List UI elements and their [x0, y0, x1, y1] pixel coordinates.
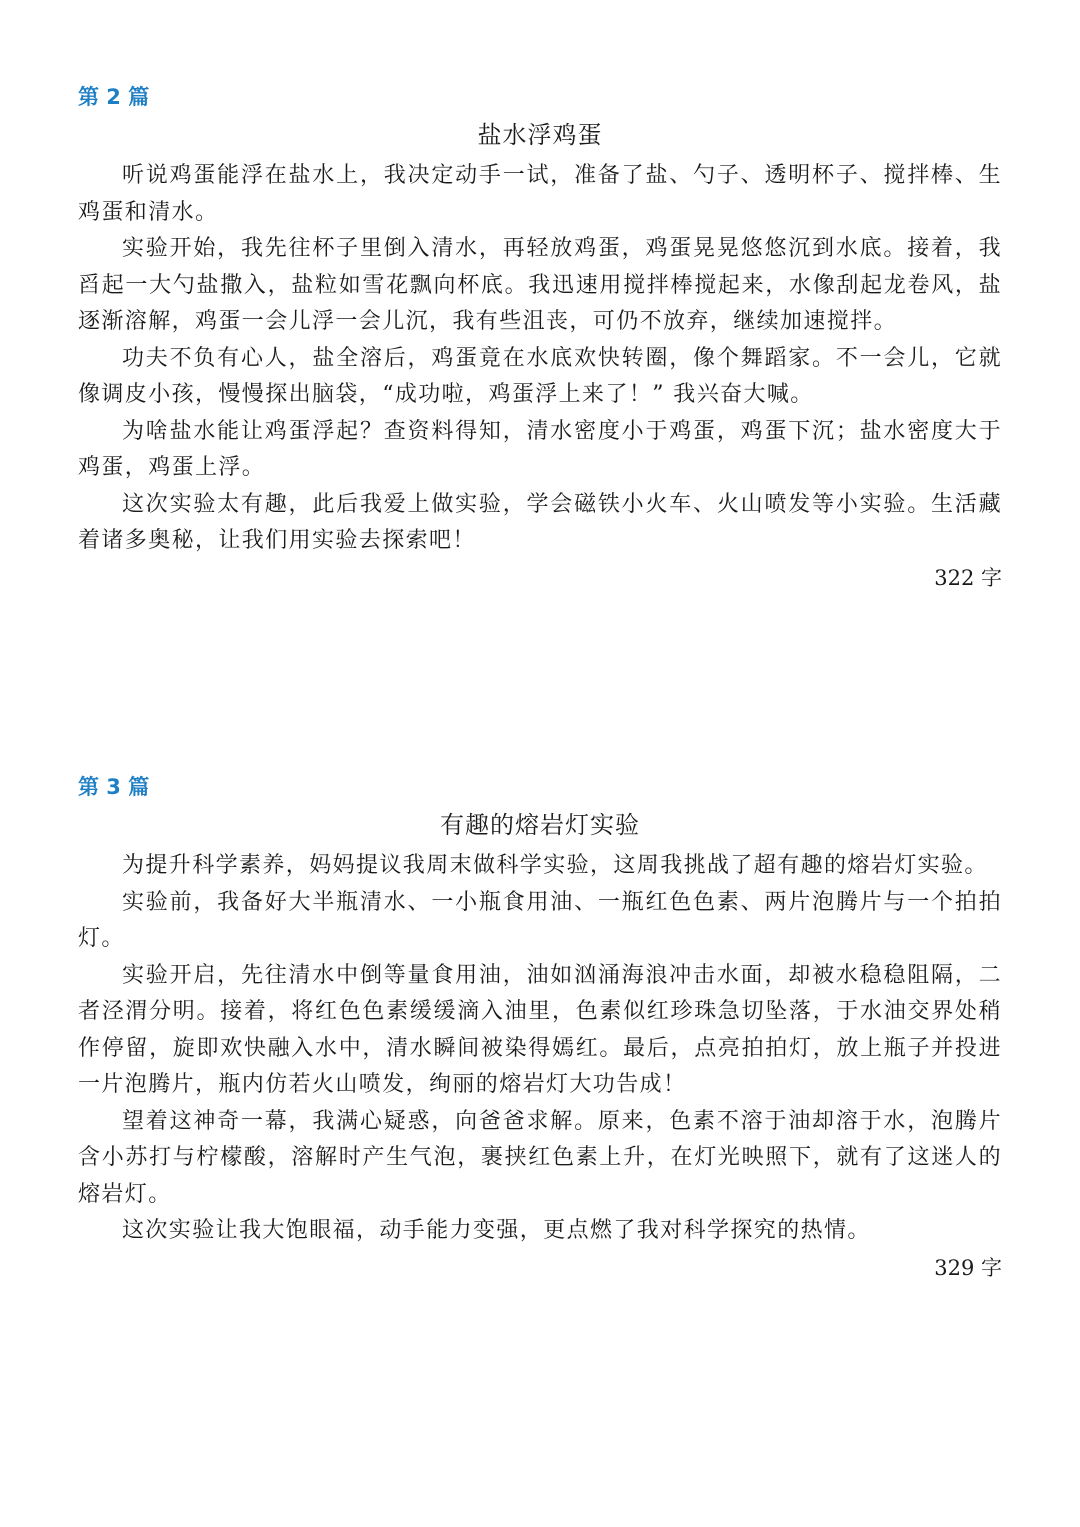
- essay-paragraph: 实验前，我备好大半瓶清水、一小瓶食用油、一瓶红色色素、两片泡腾片与一个拍拍灯。: [78, 889, 1002, 951]
- word-count: 329 字: [934, 1255, 1002, 1280]
- essay-title: 有趣的熔岩灯实验: [440, 811, 640, 839]
- essay-paragraph: 听说鸡蛋能浮在盐水上，我决定动手一试，准备了盐、勺子、透明杯子、搅拌棒、生鸡蛋和清水。: [78, 163, 1002, 225]
- essay-number-label: 第 2 篇: [78, 85, 150, 109]
- essay-paragraph: 为啥盐水能让鸡蛋浮起？查资料得知，清水密度小于鸡蛋，鸡蛋下沉；盐水密度大于鸡蛋，鸡蛋上浮。: [78, 418, 1002, 480]
- essay-section: [78, 82, 1002, 596]
- essay-paragraph: 为提升科学素养，妈妈提议我周末做科学实验，这周我挑战了超有趣的熔岩灯实验。: [122, 853, 988, 878]
- essay-paragraph: 功夫不负有心人，盐全溶后，鸡蛋竟在水底欢快转圈，像个舞蹈家。不一会儿，它就像调皮小孩，慢慢探出脑袋，“成功啦，鸡蛋浮上来了！” 我兴奋大喊。: [78, 345, 1002, 407]
- essay-paragraph: 实验开启，先往清水中倒等量食用油，油如汹涌海浪冲击水面，却被水稳稳阻隔，二者泾渭分明。接着，将红色色素缓缓滴入油里，色素似红珍珠急切坠落，于水油交界处稍作停留，旋即欢快融入水中，清水瞬间被染得嫣红。最后，点亮拍拍灯，放上瓶子并投进一片泡腾片，瓶内仿若火山喷发，绚丽的熔岩灯大功告成！: [78, 962, 1002, 1097]
- word-count: 322 字: [934, 565, 1002, 590]
- essay-paragraph: 望着这神奇一幕，我满心疑惑，向爸爸求解。原来，色素不溶于油却溶于水，泡腾片含小苏打与柠檬酸，溶解时产生气泡，裹挟红色素上升，在灯光映照下，就有了这迷人的熔岩灯。: [78, 1108, 1002, 1207]
- essay-paragraph: 这次实验太有趣，此后我爱上做实验，学会磁铁小火车、火山喷发等小实验。生活藏着诸多奥秘，让我们用实验去探索吧！: [78, 491, 1002, 553]
- essay-section: [78, 772, 1002, 1286]
- essay-number-label: 第 3 篇: [78, 775, 150, 799]
- essay-paragraph: 实验开始，我先往杯子里倒入清水，再轻放鸡蛋，鸡蛋晃晃悠悠沉到水底。接着，我舀起一大勺盐撒入，盐粒如雪花飘向杯底。我迅速用搅拌棒搅起来，水像刮起龙卷风，盐逐渐溶解，鸡蛋一会儿浮一会儿沉，我有些沮丧，可仍不放弃，继续加速搅拌。: [78, 236, 1002, 334]
- essay-paragraph: 这次实验让我大饱眼福，动手能力变强，更点燃了我对科学探究的热情。: [122, 1218, 871, 1243]
- essay-title: 盐水浮鸡蛋: [477, 121, 603, 149]
